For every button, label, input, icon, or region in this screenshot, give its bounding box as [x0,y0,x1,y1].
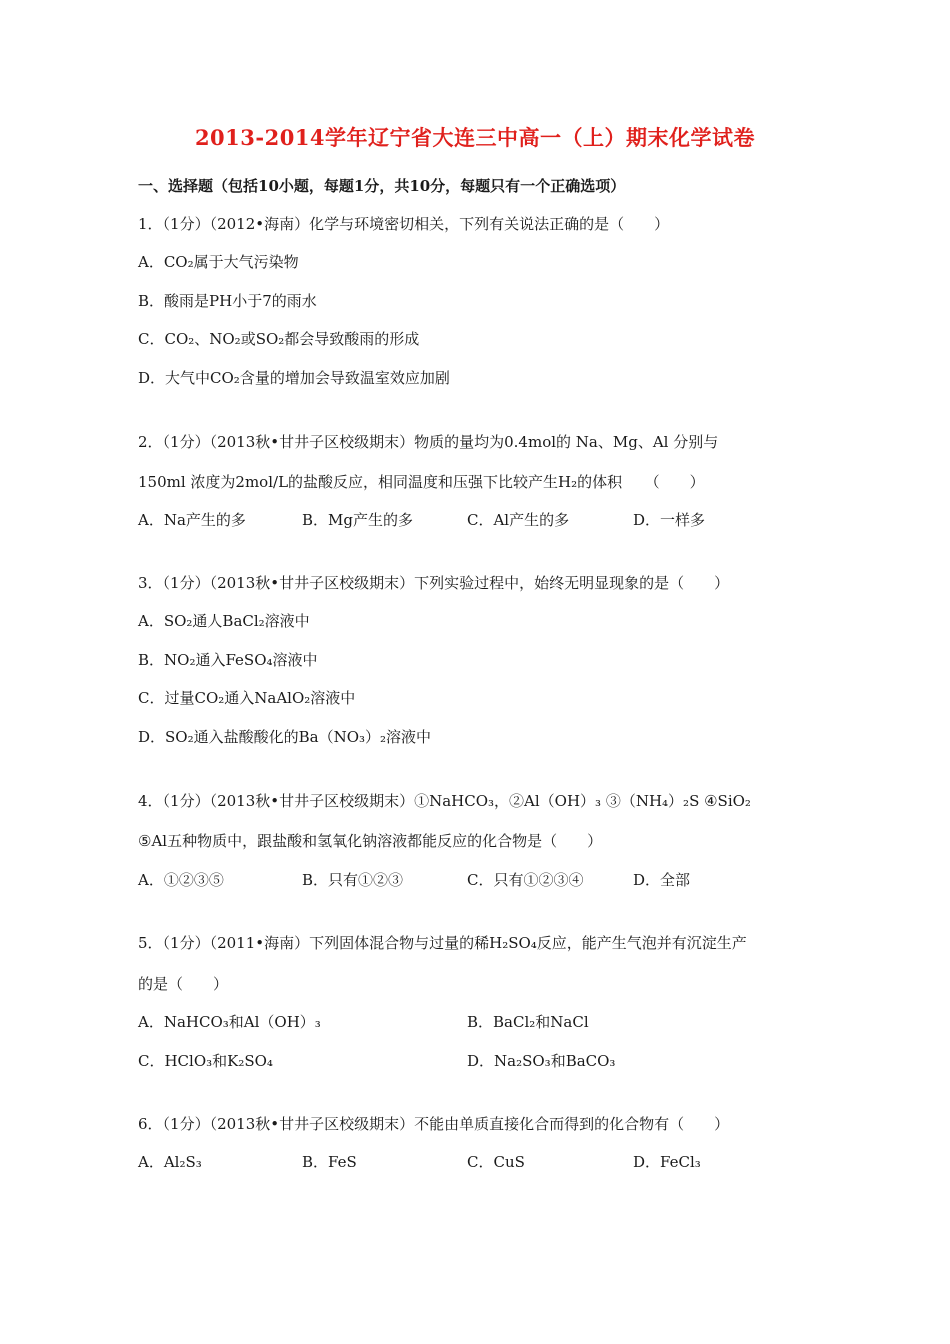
question-1-stem: 1．（1分）（2012•海南）化学与环境密切相关，下列有关说法正确的是（ ） [138,215,670,233]
question-4-option-d: D．全部 [633,871,691,889]
question-1-option-d: D．大气中CO₂含量的增加会导致温室效应加剧 [138,369,450,387]
question-5-option-a: A．NaHCO₃和Al（OH）₃ [138,1013,321,1031]
section-heading: 一、选择题（包括10小题，每题1分，共10分，每题只有一个正确选项） [138,177,626,195]
question-4-stem-line-2: ⑤Al五种物质中，跟盐酸和氢氧化钠溶液都能反应的化合物是（ ） [138,832,603,850]
question-4-option-c: C．只有①②③④ [467,871,584,889]
question-6-option-b: B．FeS [302,1153,357,1171]
question-5-stem-line-1: 5．（1分）（2011•海南）下列固体混合物与过量的稀H₂SO₄反应，能产生气泡并有沉淀生产 [138,934,747,952]
question-4-option-a: A．①②③⑤ [138,871,224,889]
question-5-option-d: D．Na₂SO₃和BaCO₃ [467,1052,616,1070]
page-title: 2013-2014学年辽宁省大连三中高一（上）期末化学试卷 [194,125,756,150]
question-1-option-a: A．CO₂属于大气污染物 [138,253,299,271]
question-2-stem-line-2: 150ml 浓度为2mol/L的盐酸反应，相同温度和压强下比较产生H₂的体积 （ ） [138,473,705,491]
question-3-option-d: D．SO₂通入盐酸酸化的Ba（NO₃）₂溶液中 [138,728,432,746]
question-3-option-a: A．SO₂通人BaCl₂溶液中 [138,612,310,630]
question-1-option-b: B．酸雨是PH小于7的雨水 [138,292,317,310]
question-2-stem-line-1: 2．（1分）（2013秋•甘井子区校级期末）物质的量均为0.4mol的 Na、Mg、Al 分别与 [138,433,719,451]
question-1-option-c: C．CO₂、NO₂或SO₂都会导致酸雨的形成 [138,330,420,348]
question-6-option-d: D．FeCl₃ [633,1153,701,1171]
question-5-option-c: C．HClO₃和K₂SO₄ [138,1052,273,1070]
question-2-option-a: A．Na产生的多 [138,511,246,529]
question-3-stem: 3．（1分）（2013秋•甘井子区校级期末）下列实验过程中，始终无明显现象的是（ ） [138,574,730,592]
question-6-option-c: C．CuS [467,1153,525,1171]
question-6-option-a: A．Al₂S₃ [138,1153,202,1171]
question-4-stem-line-1: 4．（1分）（2013秋•甘井子区校级期末）①NaHCO₃，②Al（OH）₃ ③（NH₄）₂S ④SiO₂ [138,792,751,810]
question-2-option-b: B．Mg产生的多 [302,511,413,529]
question-4-option-b: B．只有①②③ [302,871,404,889]
question-6-stem: 6．（1分）（2013秋•甘井子区校级期末）不能由单质直接化合而得到的化合物有（ ） [138,1115,730,1133]
question-3-option-b: B．NO₂通入FeSO₄溶液中 [138,651,318,669]
question-3-option-c: C．过量CO₂通入NaAlO₂溶液中 [138,689,356,707]
question-2-option-d: D．一样多 [633,511,706,529]
question-5-stem-line-2: 的是（ ） [138,975,229,993]
question-5-option-b: B．BaCl₂和NaCl [467,1013,589,1031]
question-2-option-c: C．Al产生的多 [467,511,570,529]
